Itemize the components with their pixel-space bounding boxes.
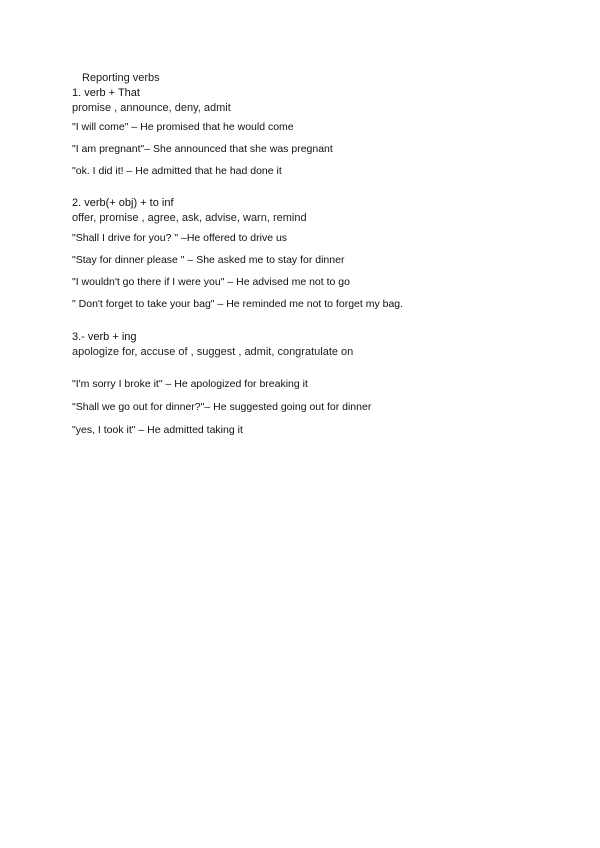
section-1-example-1: "I will come" – He promised that he would come: [72, 121, 294, 133]
section-1-heading: 1. verb + That: [72, 87, 140, 99]
section-1-example-2: "I am pregnant"– She announced that she was pregnant: [72, 143, 333, 155]
section-1-verbs: promise , announce, deny, admit: [72, 102, 231, 114]
section-2-example-3: "I wouldn't go there if I were you" – He advised me not to go: [72, 276, 350, 288]
section-3-verbs: apologize for, accuse of , suggest , admit, congratulate on: [72, 346, 354, 358]
section-2-example-4: " Don't forget to take your bag" – He reminded me not to forget my bag.: [72, 298, 404, 310]
section-3-example-2: "Shall we go out for dinner?"– He suggested going out for dinner: [72, 401, 372, 413]
section-2-example-1: "Shall I drive for you? " –He offered to drive us: [72, 232, 288, 244]
section-3-example-1: "I'm sorry I broke it" – He apologized for breaking it: [72, 378, 308, 390]
section-2-heading: 2. verb(+ obj) + to inf: [72, 197, 174, 209]
section-2-verbs: offer, promise , agree, ask, advise, warn, remind: [72, 212, 307, 224]
section-1-example-3: "ok. I did it! – He admitted that he had done it: [72, 165, 282, 177]
section-3-example-3: "yes, I took it" – He admitted taking it: [72, 424, 243, 436]
section-2-example-2: "Stay for dinner please " – She asked me to stay for dinner: [72, 254, 345, 266]
page-title: Reporting verbs: [82, 72, 160, 84]
section-3-heading: 3.- verb + ing: [72, 331, 137, 343]
